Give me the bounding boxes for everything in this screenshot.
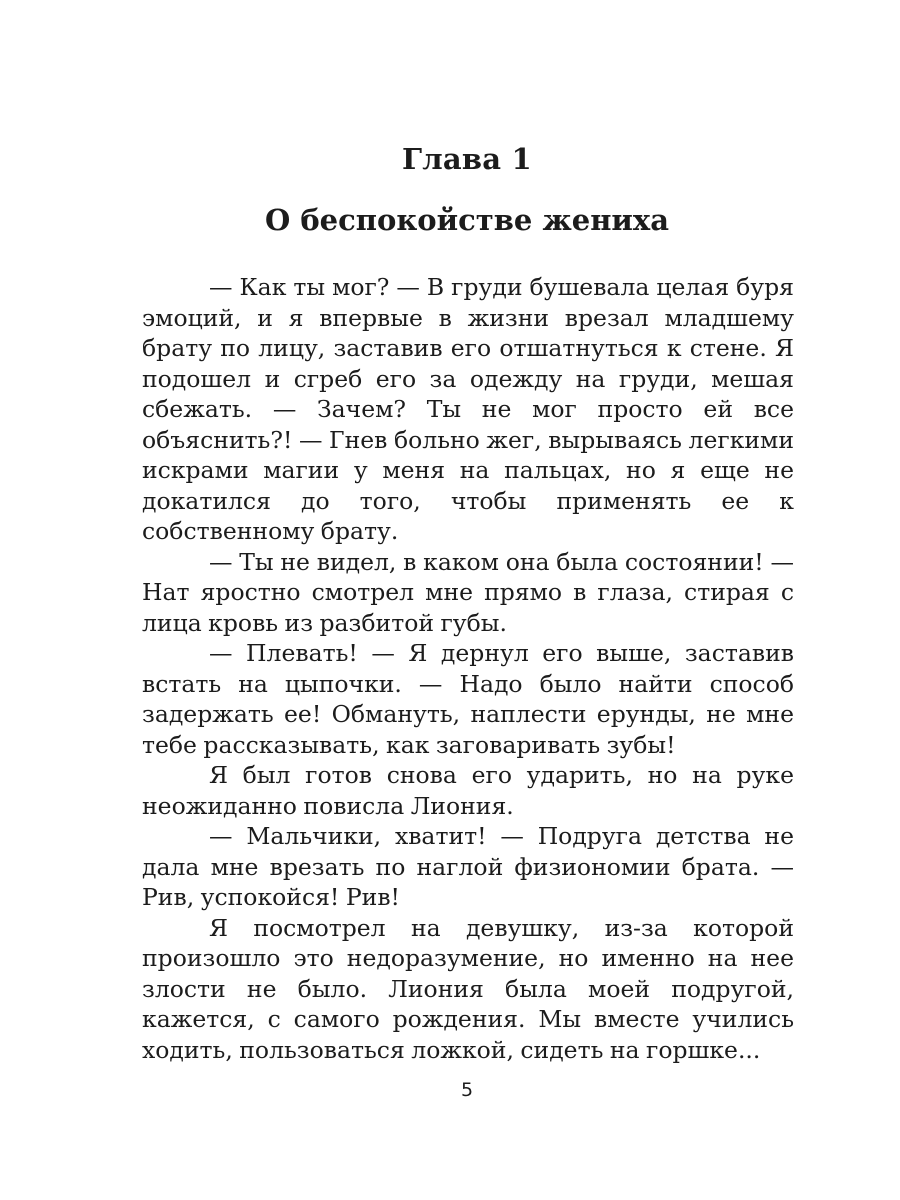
paragraph: — Ты не видел, в каком она была состоянии! — Нат яростно смотрел мне прямо в глаза, стирая с лица кровь из разбитой губы.: [142, 547, 794, 637]
paragraph: — Как ты мог? — В груди бушевала целая буря эмоций, и я впервые в жизни врезал младшему брату по лицу, заставив его отшатнуться к стене. Я подошел и сгреб его за одежду на груди, мешая сбежать. — Зачем? Ты не мог просто ей все объяснить?! — Гнев больно жег, вырываясь легкими искрами магии у меня на пальцах, но я еще не докатился до того, чтобы применять ее к собственному брату.: [142, 273, 794, 545]
paragraph: Я был готов снова его ударить, но на руке неожиданно повисла Лиония.: [142, 761, 794, 820]
body-text: [142, 272, 794, 1065]
chapter-title: О беспокойстве жениха: [264, 203, 670, 237]
paragraph: — Мальчики, хватит! — Подруга детства не дала мне врезать по наглой физиономии брата. — Рив, успокойся! Рив!: [142, 822, 794, 911]
paragraph: — Плевать! — Я дернул его выше, заставив встать на цыпочки. — Надо было найти способ задержать ее! Обмануть, наплести ерунды, не мне тебе рассказывать, как заговаривать зубы!: [142, 639, 794, 759]
paragraph: Я посмотрел на девушку, из-за которой произошло это недоразумение, но именно на нее злости не было. Лиония была моей подругой, кажется, с самого рождения. Мы вместе учились ходить, пользоваться ложкой, сидеть на горшке...: [142, 913, 794, 1064]
chapter-number: Глава 1: [402, 142, 532, 176]
page-number: 5: [460, 1079, 474, 1101]
